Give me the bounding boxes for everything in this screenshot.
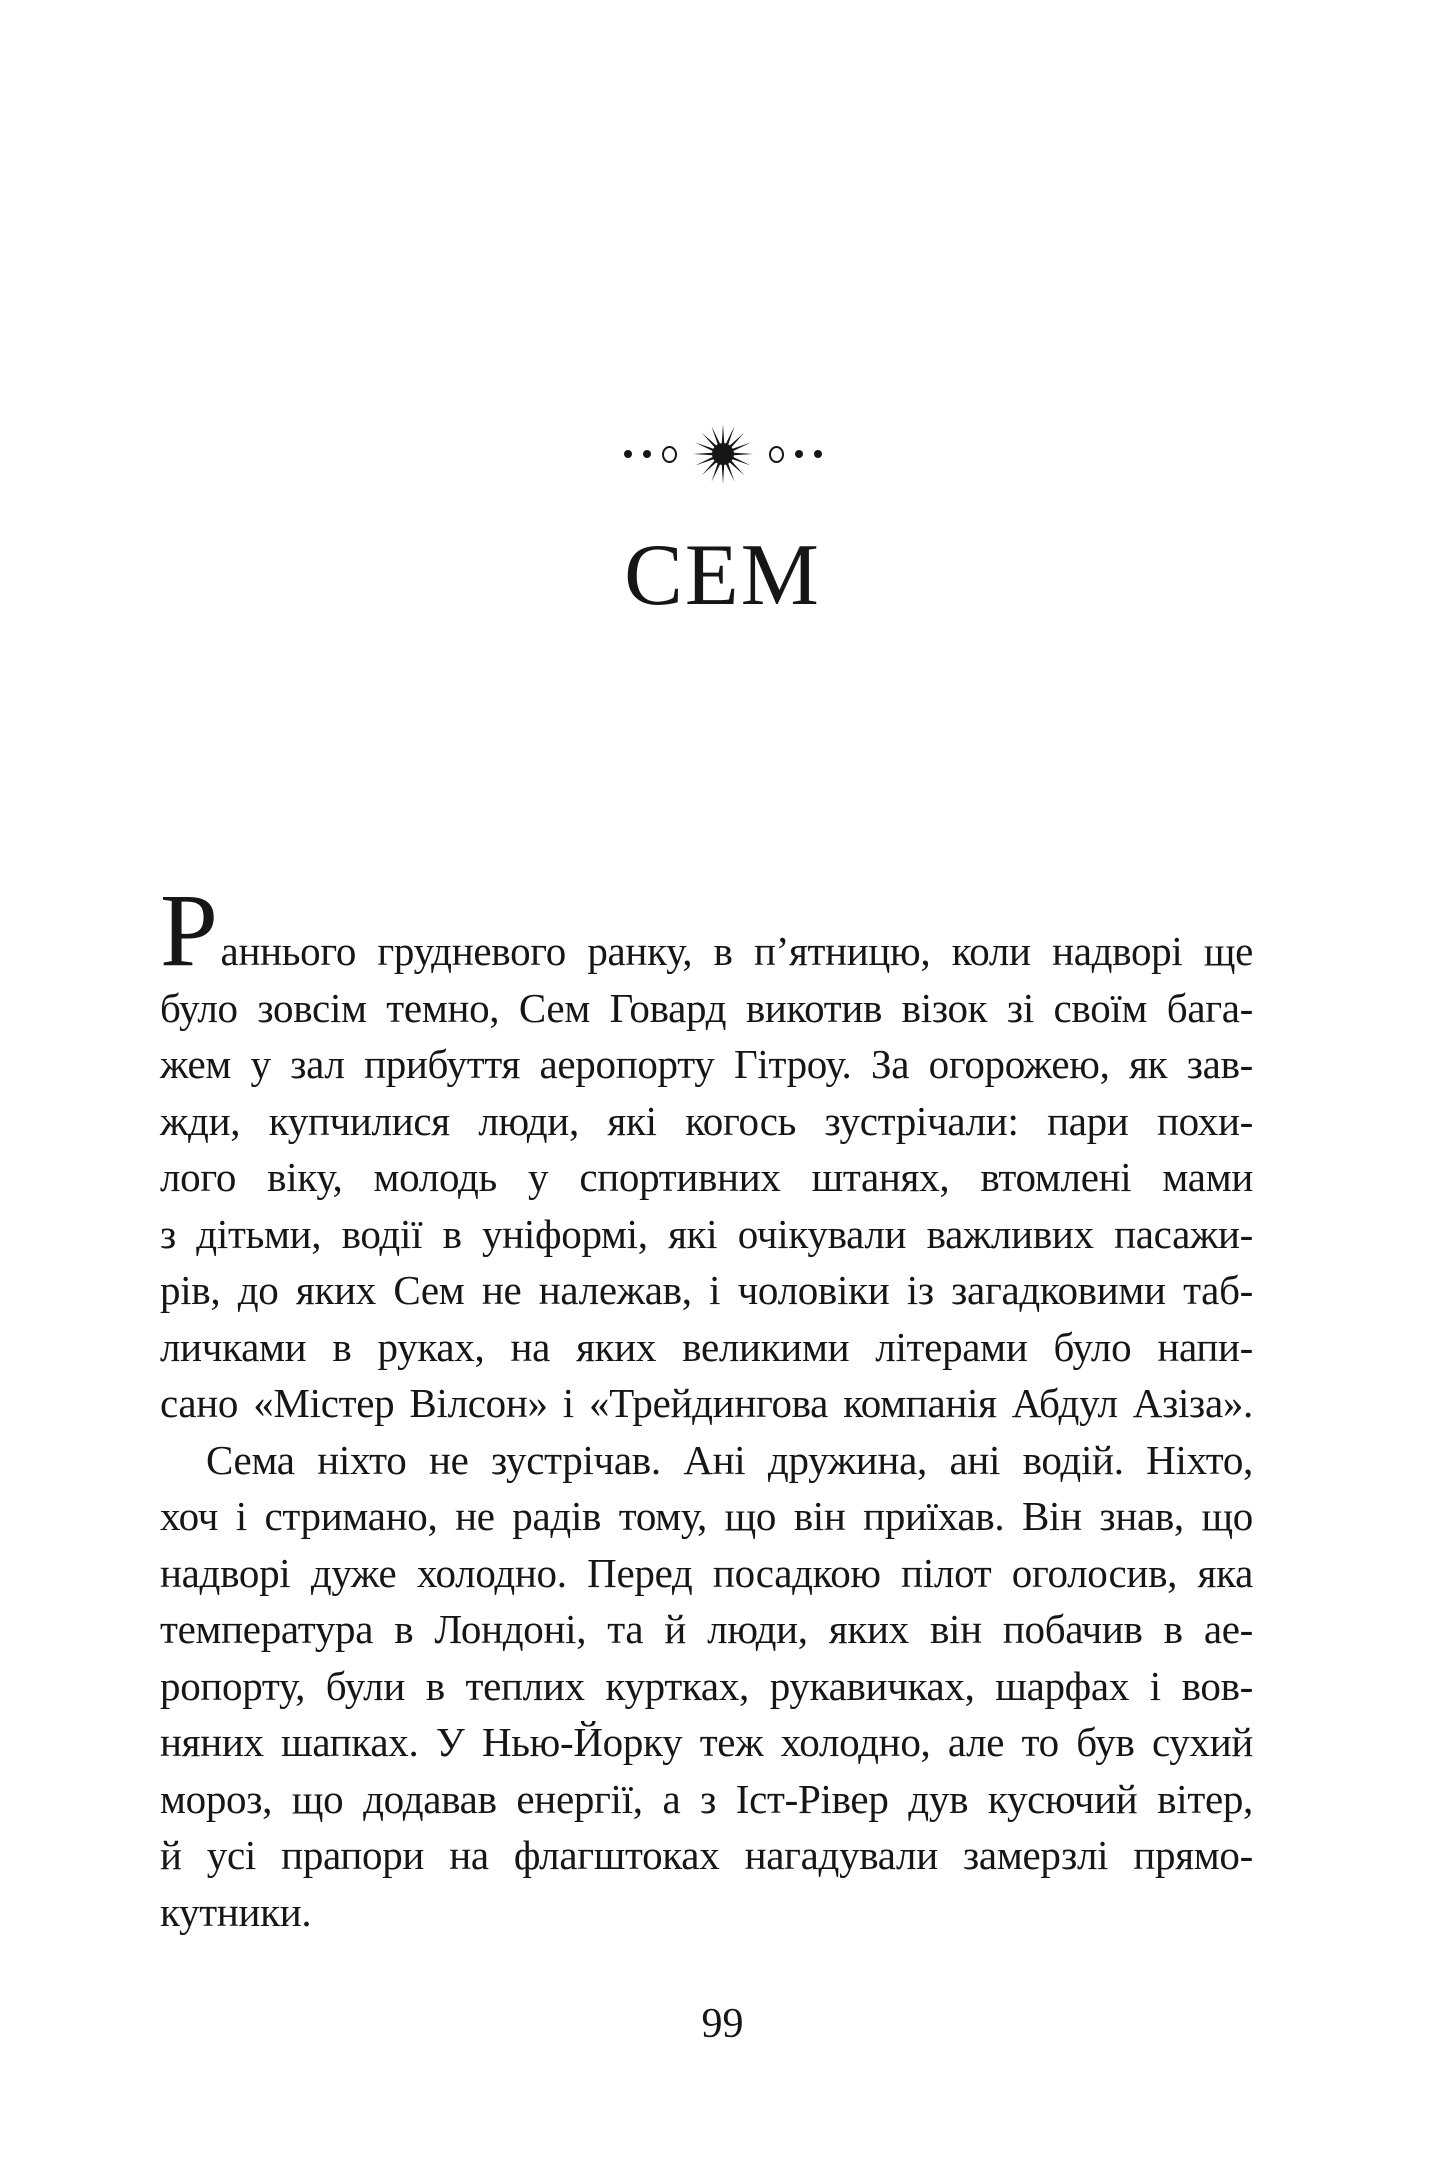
text-line: мороз, що додавав енергії, а з Іст-Рівер дув кусючий вітер, <box>160 1775 1253 1822</box>
text-line: личками в руках, на яких великими літерами було напи- <box>160 1323 1253 1370</box>
text-line: надворі дуже холодно. Перед посадкою пілот оголосив, яка <box>160 1549 1253 1596</box>
text-line: з дітьми, водії в уніформі, які очікували важливих пасажи- <box>160 1210 1253 1257</box>
dot-icon <box>795 450 803 458</box>
text-line: Раннього грудневого ранку, в п’ятницю, коли надворі ще <box>160 873 1253 988</box>
text-line: кутники. <box>160 1888 312 1935</box>
chapter-title: СЕМ <box>624 527 821 624</box>
sixteen-point-star-icon <box>693 424 753 484</box>
ring-icon <box>769 446 784 463</box>
text-line: хоч і стримано, не радів тому, що він приїхав. Він знав, що <box>160 1493 1253 1539</box>
text-line: жем у зал прибуття аеропорту Гітроу. За огорожею, як зав- <box>160 1041 1253 1087</box>
dot-icon <box>814 450 822 458</box>
page-number: 99 <box>701 2001 744 2047</box>
text-line: й усі прапори на флагштоках нагадували замерзлі прямо- <box>160 1832 1253 1878</box>
text-line: сано «Містер Вілсон» і «Трейдингова компанія Абдул Азіза». <box>160 1380 1253 1426</box>
text-line: жди, купчилися люди, які когось зустрічали: пари похи- <box>160 1097 1253 1144</box>
dot-icon <box>624 450 632 458</box>
drop-cap: Р <box>160 873 218 988</box>
text-line: лого віку, молодь у спортивних штанях, втомлені мами <box>160 1154 1253 1200</box>
dot-icon <box>643 450 651 458</box>
text-line: няних шапках. У Нью-Йорку теж холодно, але то був сухий <box>160 1719 1253 1765</box>
text-line: ропорту, були в теплих куртках, рукавичках, шарфах і вов- <box>160 1662 1253 1709</box>
paragraph <box>160 1432 1253 1941</box>
chapter-ornament <box>0 424 1445 484</box>
text-line: було зовсім темно, Сем Говард викотив візок зі своїм бага- <box>160 984 1253 1031</box>
body-text <box>160 873 1253 1940</box>
paragraph <box>160 873 1253 1432</box>
text-line: температура в Лондоні, та й люди, яких він побачив в ае- <box>160 1606 1253 1652</box>
text-line: рів, до яких Сем не належав, і чоловіки із загадковими таб- <box>160 1267 1253 1313</box>
ring-icon <box>662 446 677 463</box>
text-line: Сема ніхто не зустрічав. Ані дружина, ані водій. Ніхто, <box>206 1436 1253 1483</box>
